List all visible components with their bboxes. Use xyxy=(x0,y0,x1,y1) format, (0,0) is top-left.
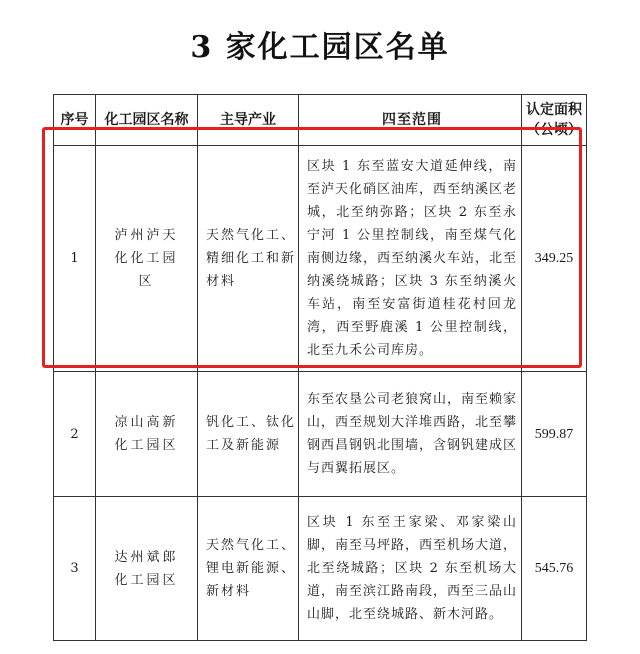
document-title: 3 家化工园区名单 xyxy=(190,30,450,65)
header-area-line1: 认定面积 xyxy=(526,102,582,118)
table-row xyxy=(54,372,587,497)
header-area xyxy=(522,95,587,146)
chemical-park-table xyxy=(53,94,587,641)
row-area: 599.87 xyxy=(522,372,587,497)
row-area: 545.76 xyxy=(522,497,587,641)
industry-text: 天然气化工、精细化工和新材料 xyxy=(206,228,297,289)
row-name xyxy=(96,372,198,497)
row-name xyxy=(96,497,198,641)
header-area-line2: （公顷） xyxy=(526,122,582,138)
row-industry xyxy=(198,372,299,497)
row-area: 349.25 xyxy=(522,146,587,372)
industry-text: 钒化工、钛化工及新能源 xyxy=(206,415,297,453)
row-no: 3 xyxy=(54,497,96,641)
row-name xyxy=(96,146,198,372)
row-industry xyxy=(198,146,299,372)
row-range: 东至农垦公司老狼窝山，南至赖家山，西至规划大洋堆西路，北至攀钢西昌钢钒北围墙，含钢钒建成区与西翼拓展区。 xyxy=(299,372,522,497)
header-industry: 主导产业 xyxy=(198,95,299,146)
table-row xyxy=(54,497,587,641)
park-name: 泸州泸天化化工园区 xyxy=(114,228,179,289)
row-range: 区块 1 东至王家梁、邓家梁山脚，南至马坪路，西至机场大道，北至绕城路；区块 2 东至机场大道，南至滨江路南段，西至三品山山脚，北至绕城路、新木河路。 xyxy=(299,497,522,641)
park-name: 凉山高新化工园区 xyxy=(114,415,179,453)
header-name: 化工园区名称 xyxy=(96,95,198,146)
row-industry xyxy=(198,497,299,641)
row-no: 1 xyxy=(54,146,96,372)
table-header-row xyxy=(54,95,587,146)
industry-text: 天然气化工、锂电新能源、新材料 xyxy=(206,538,297,599)
table-row xyxy=(54,146,587,372)
park-name: 达州斌郎化工园区 xyxy=(114,549,179,588)
row-no: 2 xyxy=(54,372,96,497)
row-range: 区块 1 东至蓝安大道延伸线，南至泸天化硝区油库，西至纳溪区老城，北至纳弥路；区块 2 东至永宁河 1 公里控制线，南至煤气化南侧边缘，西至纳溪火车站，北至纳溪绕城路；区块 3 东至纳溪火车站，南至安富街道桂花村回龙湾，西至野鹿溪 1 公里控制线，北至九禾公司库房。 xyxy=(299,146,522,372)
header-range: 四至范围 xyxy=(299,95,522,146)
header-no: 序号 xyxy=(54,95,96,146)
